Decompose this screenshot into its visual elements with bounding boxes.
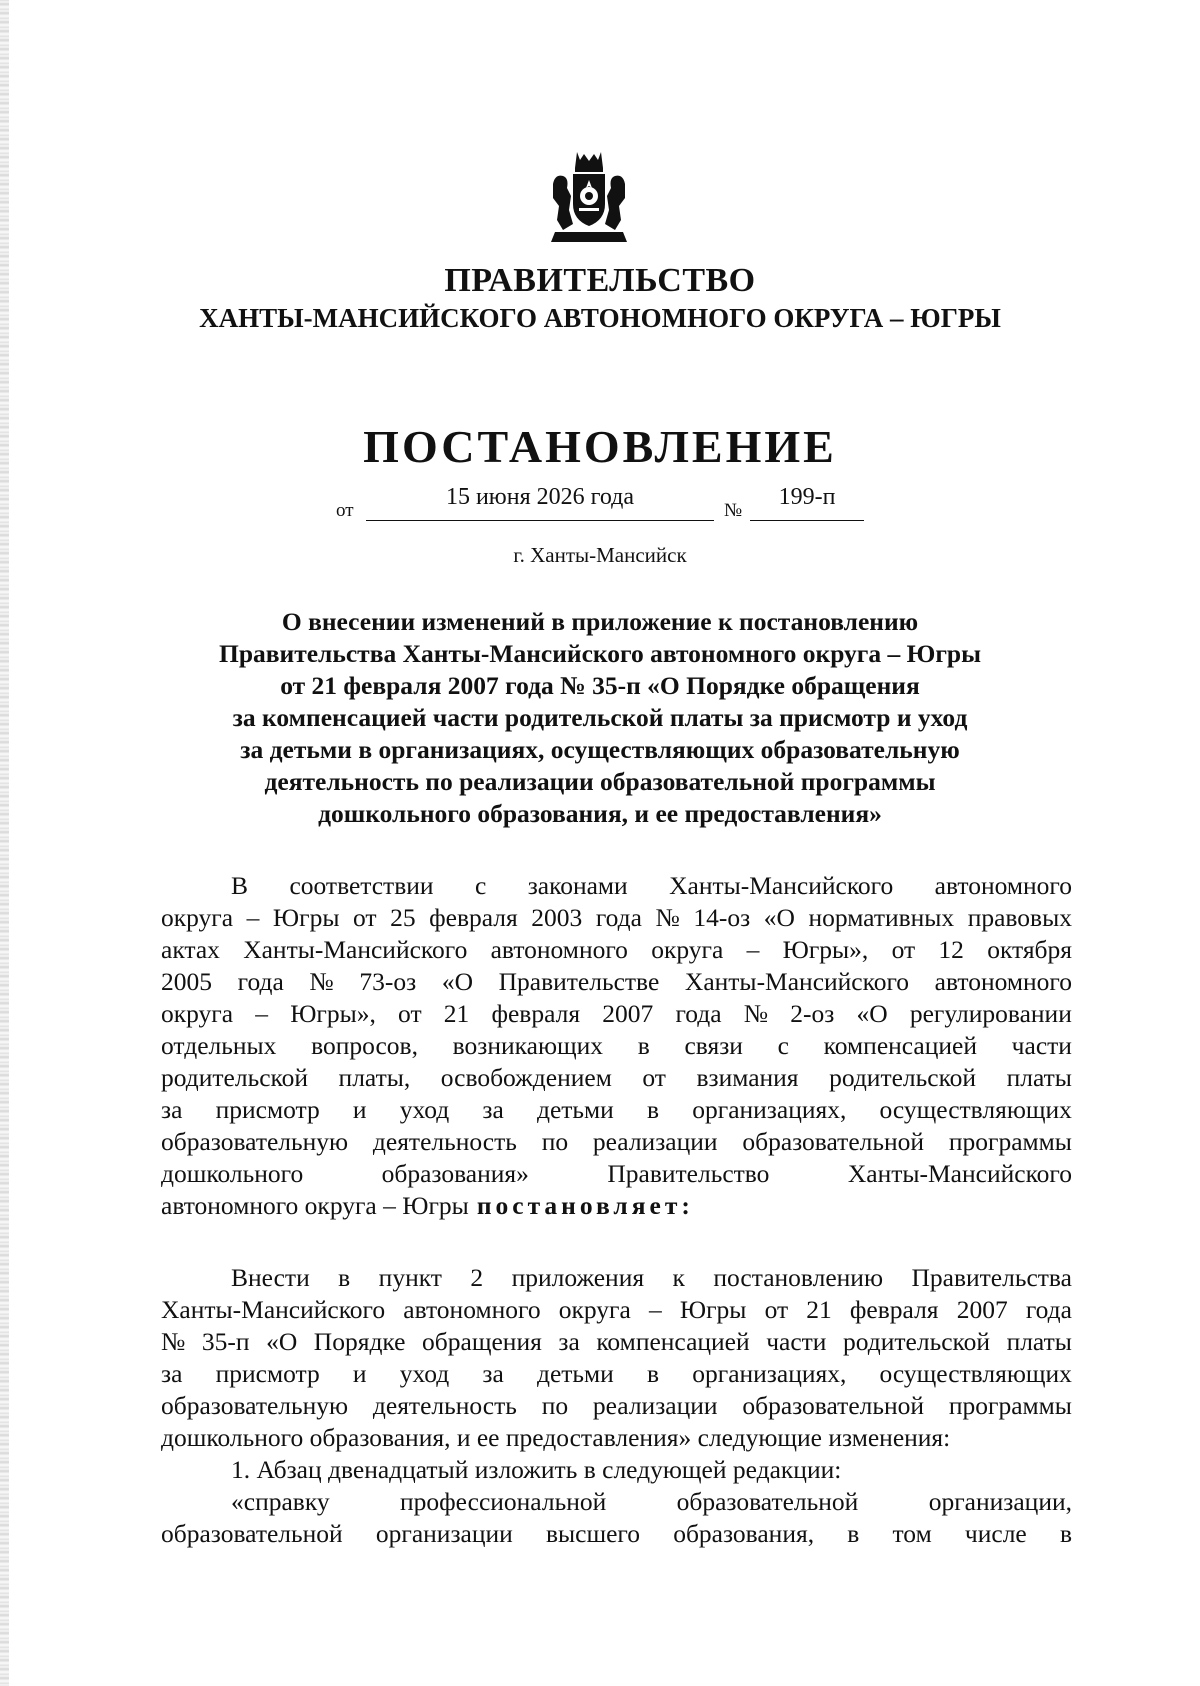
word: обращения bbox=[422, 1327, 542, 1356]
coat-of-arms-emblem-icon bbox=[549, 150, 629, 246]
word: образовательной bbox=[742, 1391, 925, 1420]
word: деятельность bbox=[372, 1391, 517, 1420]
word: по bbox=[541, 1391, 569, 1420]
document-type-title: ПОСТАНОВЛЕНИЕ bbox=[363, 421, 837, 472]
word: уход bbox=[399, 1359, 450, 1388]
word: Правительство bbox=[607, 1159, 770, 1188]
word: Югры», bbox=[782, 935, 869, 964]
date-number-line bbox=[0, 480, 1200, 530]
word: и bbox=[352, 1359, 367, 1388]
word: в bbox=[637, 1031, 650, 1060]
word: 21 bbox=[443, 999, 470, 1028]
subject-line: за компенсацией части родительской платы за присмотр и уход bbox=[232, 703, 968, 732]
word: освобождением bbox=[440, 1063, 612, 1092]
word: «О bbox=[856, 999, 888, 1028]
number-value: 199-п bbox=[750, 480, 864, 521]
subject-line: за детьми в организациях, осуществляющих образовательную bbox=[240, 735, 960, 764]
word: автономного bbox=[403, 1295, 541, 1324]
main-paragraph bbox=[161, 1262, 1072, 1550]
word: Ханты-Мансийского bbox=[243, 935, 468, 964]
word: февраля bbox=[491, 999, 581, 1028]
word: по bbox=[541, 1127, 569, 1156]
word: В bbox=[231, 871, 249, 900]
preamble-paragraph bbox=[161, 870, 1072, 1222]
document-subject bbox=[150, 606, 1050, 830]
word: родительской bbox=[843, 1327, 991, 1356]
word: года bbox=[675, 999, 722, 1028]
word: Ханты-Мансийского bbox=[161, 1295, 386, 1324]
word: «справку bbox=[231, 1487, 330, 1516]
preamble-last-line bbox=[161, 1190, 1072, 1222]
word: «О bbox=[266, 1327, 298, 1356]
word: с bbox=[777, 1031, 789, 1060]
word: округа bbox=[558, 1295, 631, 1324]
date-value: 15 июня 2026 года bbox=[366, 480, 714, 521]
justified-line bbox=[161, 1126, 1072, 1158]
word: нормативных bbox=[808, 903, 955, 932]
word: программы bbox=[948, 1391, 1072, 1420]
word: от bbox=[398, 999, 422, 1028]
word: – bbox=[746, 935, 760, 964]
word: реализации bbox=[592, 1127, 718, 1156]
word: законами bbox=[527, 871, 628, 900]
word: реализации bbox=[592, 1391, 718, 1420]
word: родительской bbox=[829, 1063, 977, 1092]
word: связи bbox=[684, 1031, 743, 1060]
word: образовательной bbox=[161, 1519, 343, 1548]
word: правовых bbox=[967, 903, 1072, 932]
word: 2-оз bbox=[790, 999, 835, 1028]
word: за bbox=[161, 1095, 183, 1124]
word: автономного bbox=[934, 871, 1072, 900]
word: осуществляющих bbox=[879, 1095, 1072, 1124]
word: Внести bbox=[231, 1263, 310, 1292]
word: компенсацией bbox=[596, 1327, 750, 1356]
justified-line bbox=[161, 1390, 1072, 1422]
word: от bbox=[764, 1295, 789, 1324]
word: и bbox=[352, 1095, 367, 1124]
word: февраля bbox=[849, 1295, 939, 1324]
word: Правительства bbox=[911, 1263, 1072, 1292]
justified-line bbox=[161, 1262, 1072, 1294]
justified-line bbox=[161, 870, 1072, 902]
subject-line: от 21 февраля 2007 года № 35-п «О Порядке обращения bbox=[280, 671, 920, 700]
word: года bbox=[237, 967, 284, 996]
city-name: г. Ханты-Мансийск bbox=[513, 543, 687, 567]
word: профессиональной bbox=[400, 1487, 607, 1516]
word: от bbox=[891, 935, 916, 964]
word: 2003 bbox=[531, 903, 583, 932]
word: февраля bbox=[429, 903, 518, 932]
number-label: № bbox=[724, 500, 743, 521]
preamble-last-text: автономного округа – Югры bbox=[161, 1191, 469, 1220]
word: 2 bbox=[470, 1263, 484, 1292]
word: № bbox=[161, 1327, 186, 1356]
word: года bbox=[1025, 1295, 1072, 1324]
subject-line: О внесении изменений в приложение к постановлению bbox=[281, 607, 919, 636]
date-label: от bbox=[336, 500, 354, 521]
word: части bbox=[766, 1327, 827, 1356]
word: 73-оз bbox=[359, 967, 417, 996]
word: соответствии bbox=[289, 871, 434, 900]
justified-line bbox=[161, 1358, 1072, 1390]
word: округа bbox=[161, 999, 234, 1028]
word: «О bbox=[441, 967, 473, 996]
word: – bbox=[648, 1295, 662, 1324]
subject-line: Правительства Ханты-Мансийского автономного округа – Югры bbox=[218, 639, 981, 668]
word: компенсацией bbox=[823, 1031, 977, 1060]
word: детьми bbox=[536, 1095, 614, 1124]
word: Югры», bbox=[290, 999, 376, 1028]
word: октября bbox=[987, 935, 1072, 964]
word: от bbox=[642, 1063, 666, 1092]
word: части bbox=[1011, 1031, 1072, 1060]
word: осуществляющих bbox=[879, 1359, 1072, 1388]
word: детьми bbox=[536, 1359, 614, 1388]
word: от bbox=[353, 903, 377, 932]
word: организациях, bbox=[692, 1095, 847, 1124]
word: платы bbox=[1006, 1327, 1072, 1356]
word: Порядке bbox=[313, 1327, 406, 1356]
word: 35-п bbox=[201, 1327, 250, 1356]
organization-region: ХАНТЫ-МАНСИЙСКОГО АВТОНОМНОГО ОКРУГА – ЮГРЫ bbox=[199, 303, 1001, 333]
word: числе bbox=[964, 1519, 1027, 1548]
word: образования» bbox=[381, 1159, 529, 1188]
justified-line bbox=[161, 1030, 1072, 1062]
resolves-word: постановляет: bbox=[476, 1191, 694, 1220]
word: отдельных bbox=[161, 1031, 277, 1060]
word: 2005 bbox=[161, 967, 212, 996]
organization-name: ПРАВИТЕЛЬСТВО bbox=[444, 262, 756, 299]
word: дошкольного bbox=[161, 1159, 304, 1188]
word: 2007 bbox=[602, 999, 654, 1028]
word: к bbox=[672, 1263, 685, 1292]
word: в bbox=[338, 1263, 351, 1292]
word: родительской bbox=[161, 1063, 309, 1092]
word: регулировании bbox=[909, 999, 1072, 1028]
word: с bbox=[474, 871, 487, 900]
word: присмотр bbox=[215, 1359, 320, 1388]
subject-line: дошкольного образования, и ее предоставления» bbox=[318, 799, 882, 828]
word: за bbox=[558, 1327, 580, 1356]
word: платы, bbox=[338, 1063, 411, 1092]
word: образовательную bbox=[161, 1127, 349, 1156]
subject-line: деятельность по реализации образовательной программы bbox=[264, 767, 936, 796]
word: в bbox=[847, 1519, 860, 1548]
word: Югры bbox=[272, 903, 340, 932]
word: № bbox=[655, 903, 680, 932]
justified-line bbox=[161, 966, 1072, 998]
word: округа bbox=[651, 935, 724, 964]
word: организациях, bbox=[692, 1359, 847, 1388]
word: 25 bbox=[390, 903, 416, 932]
justified-line bbox=[161, 902, 1072, 934]
justified-line bbox=[161, 998, 1072, 1030]
word: Ханты-Мансийского bbox=[669, 871, 894, 900]
word: 2007 bbox=[956, 1295, 1008, 1324]
justified-line bbox=[161, 1486, 1072, 1518]
word: – bbox=[255, 999, 269, 1028]
plain-line: дошкольного образования, и ее предоставления» следующие изменения: bbox=[161, 1423, 951, 1452]
justified-line bbox=[161, 1326, 1072, 1358]
word: возникающих bbox=[452, 1031, 604, 1060]
justified-line bbox=[161, 1094, 1072, 1126]
word: в bbox=[1059, 1519, 1072, 1548]
word: № bbox=[309, 967, 334, 996]
word: 12 bbox=[938, 935, 964, 964]
word: образовательной bbox=[676, 1487, 859, 1516]
word: платы bbox=[1006, 1063, 1072, 1092]
word: Югры bbox=[679, 1295, 747, 1324]
word: в bbox=[647, 1359, 660, 1388]
word: приложения bbox=[511, 1263, 645, 1292]
word: Ханты-Мансийского bbox=[684, 967, 910, 996]
word: округа bbox=[161, 903, 234, 932]
word: в bbox=[647, 1095, 660, 1124]
word: деятельность bbox=[372, 1127, 517, 1156]
justified-line bbox=[161, 1158, 1072, 1190]
word: № bbox=[743, 999, 769, 1028]
justified-line bbox=[161, 1062, 1072, 1094]
justified-line bbox=[161, 934, 1072, 966]
scan-edge-artifact bbox=[0, 0, 9, 1686]
word: Ханты-Мансийского bbox=[847, 1159, 1072, 1188]
word: за bbox=[482, 1359, 504, 1388]
word: уход bbox=[399, 1095, 450, 1124]
word: высшего bbox=[545, 1519, 640, 1548]
word: 21 bbox=[806, 1295, 832, 1324]
word: актах bbox=[161, 935, 220, 964]
word: взимания bbox=[696, 1063, 799, 1092]
word: Правительстве bbox=[498, 967, 660, 996]
word: «О bbox=[763, 903, 795, 932]
word: образования, bbox=[673, 1519, 815, 1548]
word: том bbox=[892, 1519, 932, 1548]
word: за bbox=[161, 1359, 183, 1388]
word: пункт bbox=[378, 1263, 442, 1292]
word: организации bbox=[375, 1519, 513, 1548]
word: постановлению bbox=[713, 1263, 884, 1292]
amendment-item-line: 1. Абзац двенадцатый изложить в следующей редакции: bbox=[231, 1455, 842, 1484]
word: года bbox=[595, 903, 642, 932]
word: – bbox=[246, 903, 260, 932]
word: присмотр bbox=[215, 1095, 320, 1124]
justified-line bbox=[161, 1294, 1072, 1326]
word: за bbox=[482, 1095, 504, 1124]
word: 14-оз bbox=[693, 903, 751, 932]
word: образовательной bbox=[742, 1127, 925, 1156]
word: организации, bbox=[928, 1487, 1072, 1516]
word: образовательную bbox=[161, 1391, 349, 1420]
word: программы bbox=[948, 1127, 1072, 1156]
word: автономного bbox=[934, 967, 1072, 996]
justified-line bbox=[161, 1518, 1072, 1550]
word: вопросов, bbox=[311, 1031, 418, 1060]
word: автономного bbox=[490, 935, 628, 964]
